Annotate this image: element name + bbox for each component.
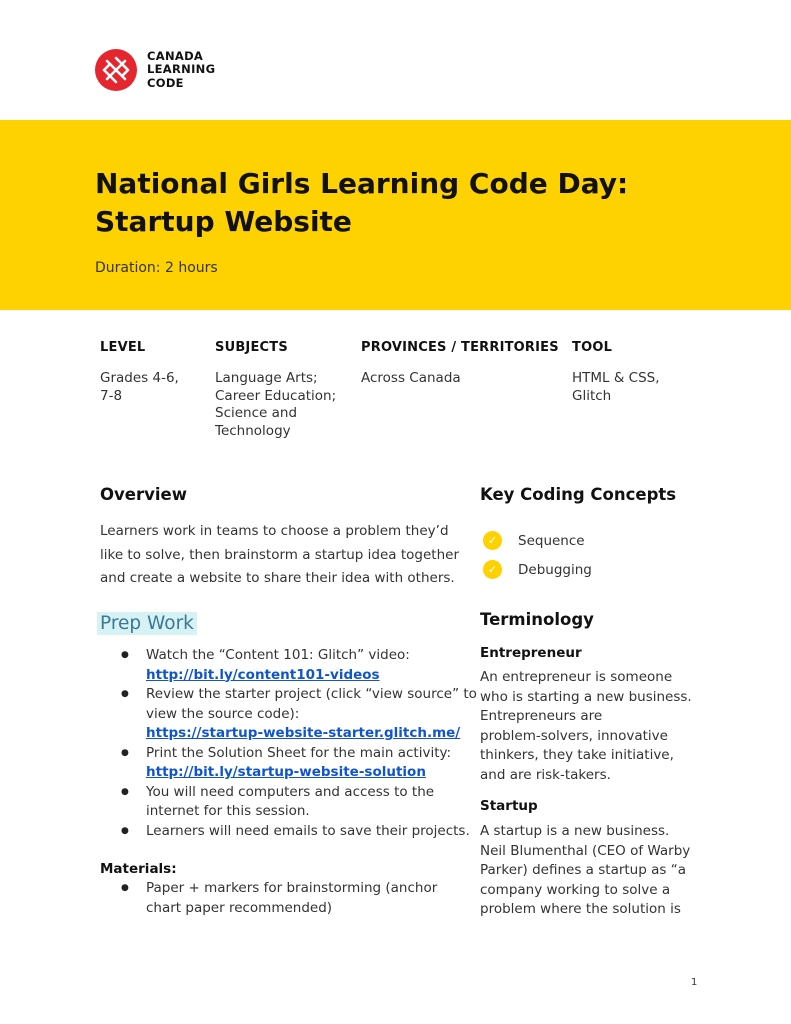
meta-heading: SUBJECTS — [215, 340, 288, 355]
overview-line: like to solve, then brainstorm a startup idea together — [100, 546, 459, 563]
key-concepts-heading: Key Coding Concepts — [480, 485, 677, 504]
meta-line: Glitch — [572, 387, 612, 404]
definition-line: An entrepreneur is someone — [480, 669, 673, 685]
material-text: chart paper recommended) — [146, 899, 333, 916]
concept-item — [483, 560, 592, 579]
term-name: Entrepreneur — [480, 645, 582, 661]
meta-provinces — [361, 340, 559, 388]
list-item — [100, 646, 475, 685]
definition-line: Entrepreneurs are — [480, 708, 603, 724]
term-definition — [480, 822, 710, 920]
overview-line: and create a website to share their idea with others. — [100, 570, 455, 586]
materials-list — [100, 879, 475, 918]
meta-line: Science and — [215, 405, 298, 421]
overview-heading: Overview — [100, 485, 187, 504]
materials-heading: Materials: — [100, 861, 177, 877]
prep-text: ● You will need computers and access to the — [146, 783, 435, 800]
starter-project-link[interactable]: https://startup-website-starter.glitch.me/ — [146, 725, 461, 741]
definition-line: A startup is a new business. — [480, 823, 670, 839]
meta-heading: TOOL — [572, 340, 613, 355]
page-number: 1 — [691, 977, 698, 988]
logo-line: CANADA — [147, 48, 204, 63]
list-item — [100, 685, 475, 744]
list-item — [100, 744, 475, 783]
title-banner — [0, 120, 791, 310]
meta-subjects — [215, 340, 336, 440]
meta-heading: LEVEL — [100, 340, 146, 355]
solution-sheet-link[interactable]: http://bit.ly/startup-website-solution — [146, 764, 426, 780]
concept-label: Sequence — [518, 532, 585, 549]
definition-line: who is starting a new business. — [480, 688, 692, 705]
definition-line: company working to solve a — [480, 881, 671, 898]
check-circle-icon: ✓ — [483, 560, 502, 579]
logo — [95, 49, 215, 91]
list-item — [100, 879, 475, 918]
logo-wordmark — [147, 50, 215, 91]
term-name: Startup — [480, 798, 538, 814]
meta-line: 7-8 — [100, 387, 123, 404]
title-line: Startup Website — [95, 205, 352, 238]
prep-text: ● Review the starter project (click “view source” to — [146, 686, 477, 702]
definition-line: thinkers, they take initiative, — [480, 747, 674, 763]
meta-line: Language Arts; — [215, 370, 318, 386]
meta-value — [100, 370, 179, 405]
concept-label: Debugging — [518, 561, 592, 578]
meta-level — [100, 340, 179, 405]
meta-line: Across Canada — [361, 370, 461, 386]
meta-value — [361, 370, 559, 388]
meta-line: Grades 4-6, — [100, 370, 179, 386]
prep-list — [100, 646, 475, 841]
prep-work-heading: Prep Work — [97, 612, 197, 635]
meta-line: Career Education; — [215, 387, 337, 404]
prep-text: ● Print the Solution Sheet for the main activity: — [146, 744, 452, 761]
terminology-heading: Terminology — [480, 610, 594, 629]
meta-value — [572, 370, 660, 405]
meta-heading: PROVINCES / TERRITORIES — [361, 340, 559, 355]
canada-learning-code-logo-icon — [95, 49, 137, 91]
material-text: ● Paper + markers for brainstorming (anchor — [146, 880, 438, 896]
prep-text: internet for this session. — [146, 803, 310, 819]
definition-line: and are risk-takers. — [480, 766, 611, 783]
prep-text: ● Learners will need emails to save their projects. — [146, 822, 470, 839]
title-line: National Girls Learning Code Day: — [95, 167, 629, 200]
definition-line: Parker) defines a startup as “a — [480, 862, 686, 878]
list-item — [100, 783, 475, 822]
meta-line: Technology — [215, 422, 291, 439]
definition-line: Neil Blumenthal (CEO of Warby — [480, 842, 691, 859]
duration-text: Duration: 2 hours — [95, 260, 218, 276]
check-circle-icon: ✓ — [483, 531, 502, 550]
definition-line: problem where the solution is — [480, 901, 681, 917]
overview-line: Learners work in teams to choose a problem they’d — [100, 523, 449, 539]
meta-line: HTML & CSS, — [572, 370, 660, 386]
meta-value — [215, 370, 336, 440]
prep-text: ● Watch the “Content 101: Glitch” video: — [146, 647, 410, 663]
logo-line: CODE — [147, 75, 184, 90]
term-definition — [480, 668, 710, 785]
content101-videos-link[interactable]: http://bit.ly/content101-videos — [146, 666, 380, 683]
logo-line: LEARNING — [147, 62, 216, 77]
page-title — [95, 165, 715, 241]
concept-item — [483, 531, 585, 550]
definition-line: problem-solvers, innovative — [480, 727, 668, 744]
prep-text: view the source code): — [146, 705, 300, 722]
list-item — [100, 822, 475, 842]
overview-text — [100, 520, 480, 591]
meta-tool — [572, 340, 660, 405]
